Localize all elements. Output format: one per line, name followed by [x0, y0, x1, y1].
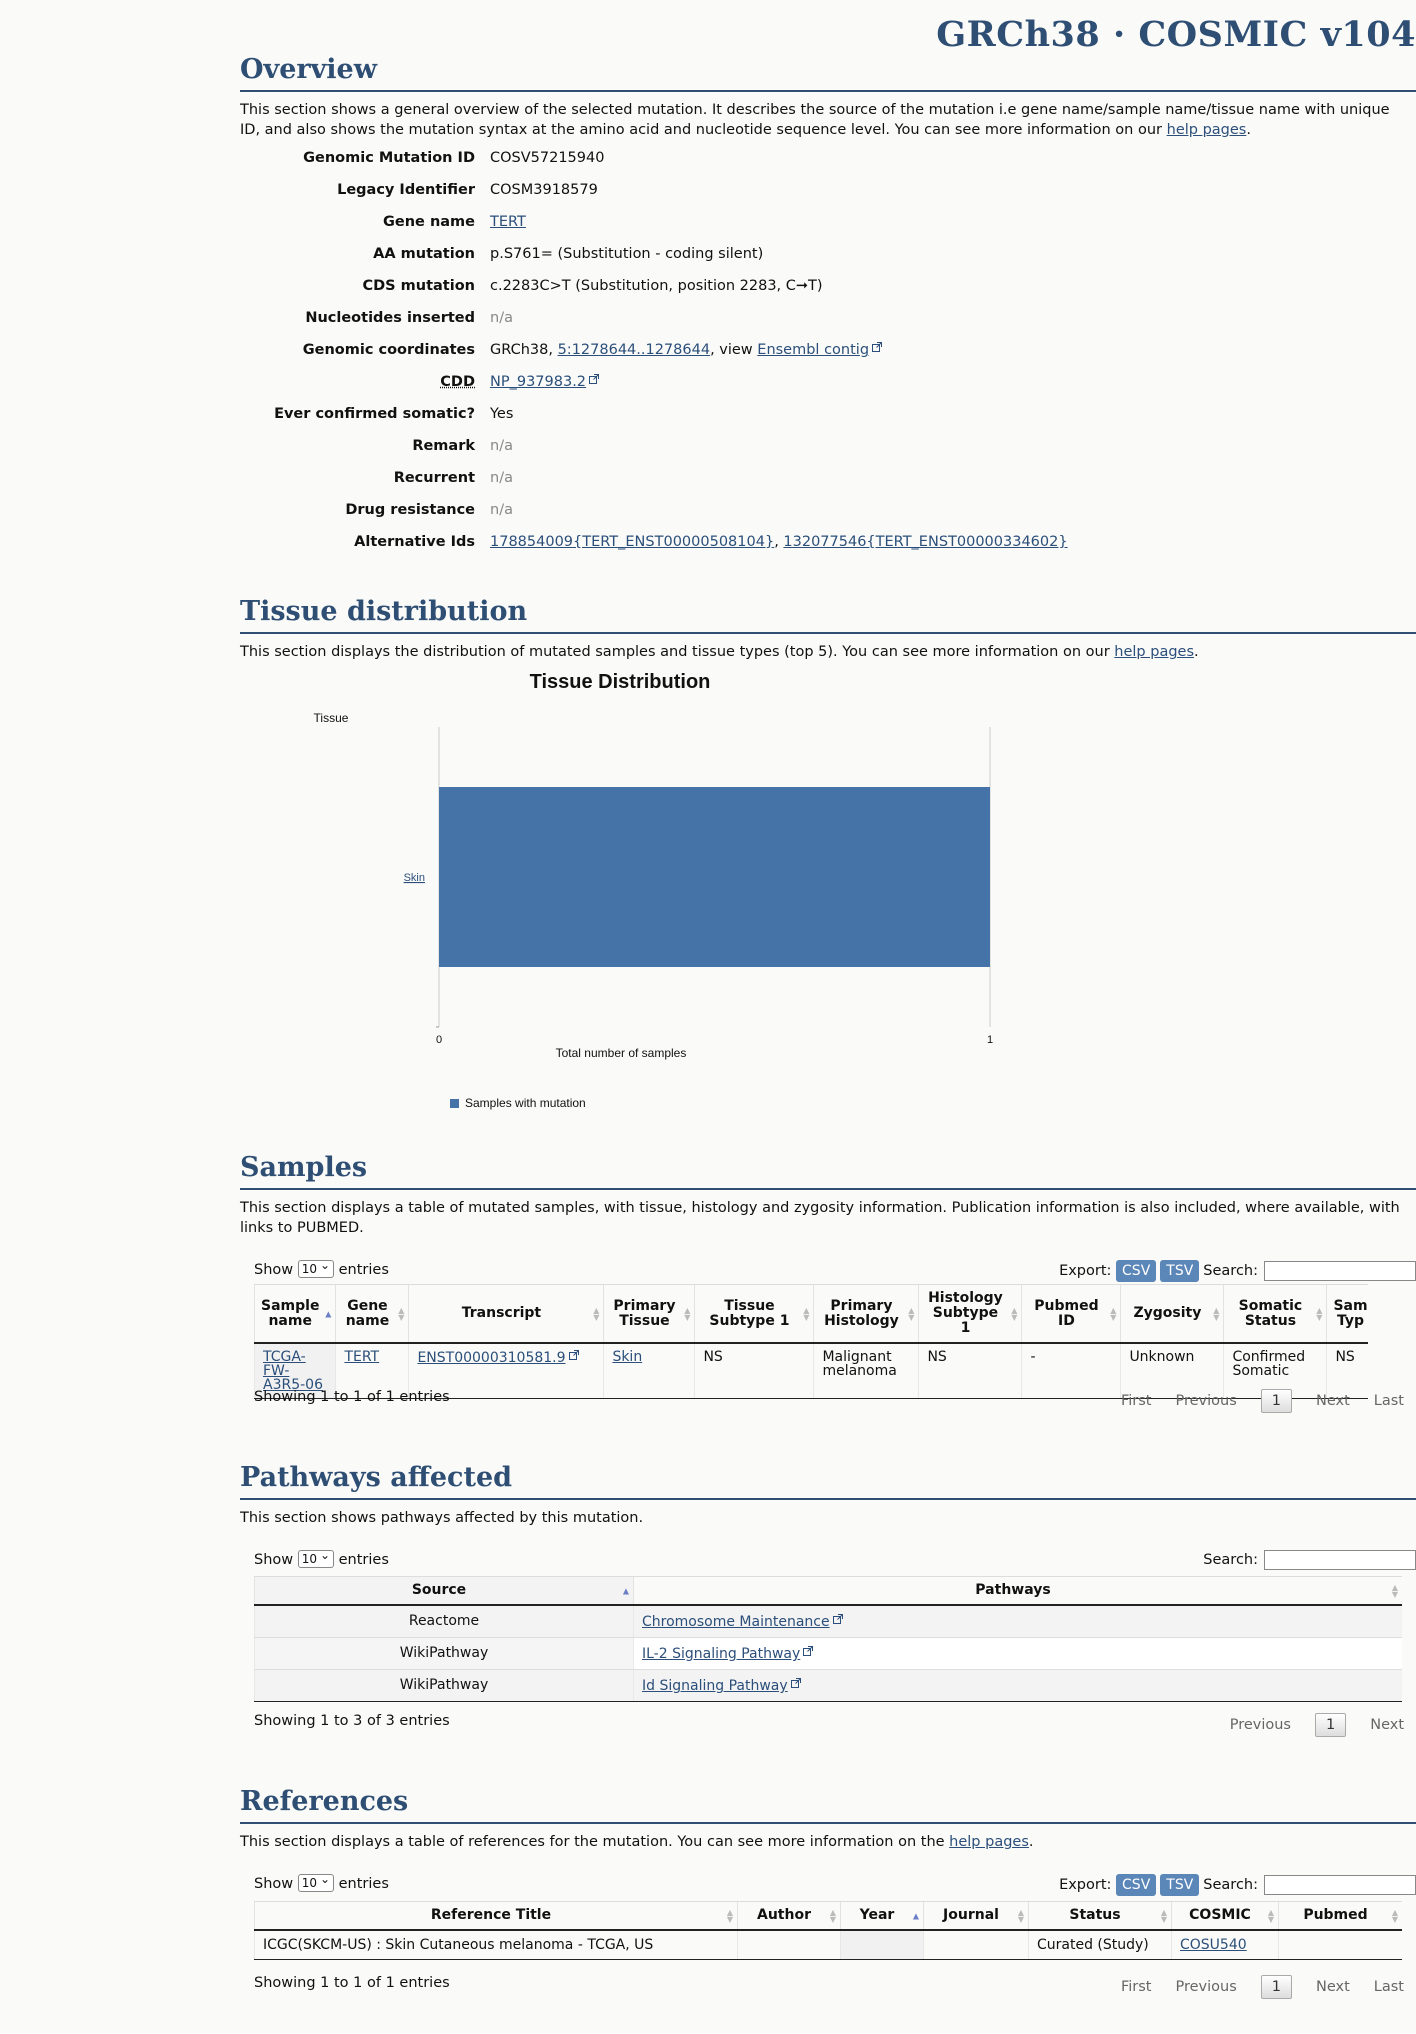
sort-icon: ▲ ▼ — [684, 1305, 691, 1322]
pathways-title: Pathways affected — [240, 1460, 1416, 1500]
header-label: Source — [411, 1582, 467, 1598]
pubmed-cell — [1279, 1930, 1403, 1960]
legend-label: Samples with mutation — [465, 1096, 586, 1110]
external-link-icon — [803, 1646, 813, 1656]
col-primary-histology[interactable] — [814, 1285, 919, 1344]
show-label: Show — [254, 1876, 294, 1892]
samples-title: Samples — [240, 1150, 1416, 1190]
sort-icon: ▲ ▼ — [1391, 1907, 1398, 1924]
export-label: Export: — [1059, 1877, 1112, 1893]
search-label: Search: — [1203, 1877, 1258, 1893]
sort-icon: ▲ ▼ — [1160, 1907, 1167, 1924]
page-1-button[interactable]: 1 — [1315, 1713, 1346, 1737]
genomic-mutation-id-label: Genomic Mutation ID — [303, 150, 475, 166]
last-page-button[interactable]: Last — [1373, 1979, 1404, 1995]
sort-icon: ▲ ▼ — [1110, 1305, 1117, 1322]
gene-link[interactable]: TERT — [344, 1349, 380, 1365]
search-input[interactable] — [1264, 1261, 1416, 1281]
sort-icon: ▲ ▼ — [1267, 1907, 1274, 1924]
genomic-coordinates-value — [490, 342, 882, 358]
samples-export — [1059, 1260, 1416, 1282]
year-cell — [841, 1930, 924, 1960]
header-label: Primary Histology — [824, 1297, 899, 1329]
sort-icon: ▲ ▼ — [593, 1305, 600, 1322]
header-label: Sam Typ — [1333, 1297, 1368, 1329]
drug-resistance-value: n/a — [490, 502, 513, 518]
col-sample-type[interactable] — [1327, 1285, 1368, 1344]
source-cell: WikiPathway — [255, 1638, 634, 1670]
samples-info: Showing 1 to 1 of 1 entries — [254, 1389, 450, 1405]
col-transcript[interactable] — [409, 1285, 604, 1344]
chart-bars — [439, 787, 990, 967]
table-row — [255, 1930, 1403, 1960]
samples-footer — [254, 1389, 1404, 1419]
references-table — [254, 1901, 1402, 1960]
tissue-help-link[interactable]: help pages — [1114, 644, 1195, 660]
sort-icon: ▲ ▼ — [1391, 1582, 1398, 1599]
transcript-link[interactable]: ENST00000310581.9 — [417, 1350, 566, 1366]
overview-desc-end: . — [1246, 122, 1251, 138]
alternative-ids-value — [490, 534, 1068, 550]
next-page-button[interactable]: Next — [1316, 1393, 1350, 1409]
pathways-info: Showing 1 to 3 of 3 entries — [254, 1713, 450, 1729]
show-label: Show — [254, 1262, 294, 1278]
sort-asc-icon: ▲ — [622, 1586, 629, 1595]
sort-icon: ▲ ▼ — [1316, 1305, 1323, 1322]
chart-x-label: Total number of samples — [555, 1046, 687, 1060]
somatic-status-cell: Confirmed Somatic — [1224, 1343, 1327, 1399]
references-info: Showing 1 to 1 of 1 entries — [254, 1975, 450, 1991]
col-author[interactable] — [738, 1902, 841, 1931]
sample-link[interactable]: TCGA-FW-A3R5-06 — [263, 1349, 323, 1393]
gene-name-link[interactable]: TERT — [490, 214, 526, 230]
tissue-link[interactable]: Skin — [612, 1349, 643, 1365]
export-label: Export: — [1059, 1263, 1112, 1279]
header-label: Journal — [943, 1907, 999, 1923]
first-page-button[interactable]: First — [1120, 1393, 1152, 1409]
aa-mutation-value: p.S761= (Substitution - coding silent) — [490, 246, 764, 262]
search-input[interactable] — [1264, 1875, 1416, 1895]
samples-section — [240, 1150, 1416, 1409]
alternative-ids-label: Alternative Ids — [354, 534, 475, 550]
col-reference-title[interactable] — [255, 1902, 738, 1931]
col-primary-tissue[interactable] — [604, 1285, 695, 1344]
header-label: Histology Subtype 1 — [928, 1290, 1003, 1336]
col-tissue-subtype[interactable] — [695, 1285, 814, 1344]
header-label: Pathways — [975, 1582, 1051, 1598]
legend-swatch — [450, 1099, 459, 1108]
page-size-select[interactable]: 10 ⌄ — [298, 1550, 334, 1568]
col-sample-name[interactable] — [255, 1285, 336, 1344]
chart-title: Tissue Distribution — [529, 671, 711, 693]
pathways-description: This section shows pathways affected by this mutation. — [240, 1510, 644, 1526]
col-histology-subtype[interactable] — [919, 1285, 1022, 1344]
pathway-link[interactable]: Chromosome Maintenance — [642, 1614, 830, 1630]
references-length-control — [254, 1874, 389, 1892]
header-label: Tissue Subtype 1 — [709, 1297, 790, 1329]
source-cell: Reactome — [255, 1605, 634, 1638]
col-somatic-status[interactable] — [1224, 1285, 1327, 1344]
page-size-select[interactable]: 10 ⌄ — [298, 1874, 334, 1892]
brand-title: GRCh38 · COSMIC v104 — [936, 14, 1416, 55]
header-label: Primary Tissue — [613, 1297, 676, 1329]
samples-table — [254, 1284, 1368, 1399]
pathway-link[interactable]: IL-2 Signaling Pathway — [642, 1646, 801, 1662]
external-link-icon — [872, 342, 882, 352]
col-status[interactable] — [1029, 1902, 1172, 1931]
x-tick-label: 1 — [986, 1034, 994, 1046]
col-zygosity[interactable] — [1121, 1285, 1224, 1344]
next-page-button[interactable]: Next — [1316, 1979, 1350, 1995]
chart-y-label: Tissue — [313, 711, 349, 725]
sort-asc-icon: ▲ — [325, 1309, 332, 1318]
last-page-button[interactable]: Last — [1373, 1393, 1404, 1409]
alternative-id-separator: , — [774, 534, 784, 550]
pathways-search — [1203, 1550, 1416, 1570]
header-label: Gene name — [345, 1297, 390, 1329]
recurrent-label: Recurrent — [393, 470, 475, 486]
page-1-button[interactable]: 1 — [1261, 1975, 1292, 1999]
sort-icon: ▲ ▼ — [1017, 1907, 1024, 1924]
col-source[interactable] — [255, 1577, 634, 1606]
external-link-icon — [589, 374, 599, 384]
drug-resistance-label: Drug resistance — [345, 502, 475, 518]
references-pagination — [1097, 1975, 1404, 1999]
header-label: Zygosity — [1133, 1305, 1202, 1321]
references-export — [1059, 1874, 1416, 1896]
sample-type-cell: NS — [1327, 1343, 1368, 1399]
sort-icon: ▲ ▼ — [1011, 1305, 1018, 1322]
csv-button[interactable]: CSV — [1116, 1260, 1156, 1282]
page-size-select[interactable]: 10 ⌄ — [298, 1260, 334, 1278]
alternative-id-link[interactable]: 132077546{TERT_ENST00000334602} — [783, 534, 1068, 550]
ever-confirmed-value: Yes — [490, 406, 514, 422]
next-page-button[interactable]: Next — [1370, 1717, 1404, 1733]
legacy-identifier-label: Legacy Identifier — [337, 182, 475, 198]
cosmic-study-link[interactable]: COSU540 — [1180, 1937, 1247, 1953]
references-desc-text: This section displays a table of references for the mutation. You can see more information on the — [240, 1834, 950, 1850]
sort-icon: ▲ ▼ — [398, 1305, 405, 1322]
references-controls — [240, 1866, 1416, 1900]
bar-skin[interactable] — [439, 787, 990, 967]
nucleotides-inserted-label: Nucleotides inserted — [305, 310, 475, 326]
overview-description — [240, 100, 1416, 140]
tissue-distribution-chart — [240, 665, 994, 1125]
cdd-link[interactable]: NP_937983.2 — [490, 374, 587, 390]
external-link-icon — [833, 1614, 843, 1624]
references-desc-end: . — [1028, 1834, 1034, 1850]
zygosity-cell: Unknown — [1121, 1343, 1224, 1399]
external-link-icon — [791, 1678, 801, 1688]
entries-label: entries — [338, 1876, 389, 1892]
sort-icon: ▲ ▼ — [803, 1305, 810, 1322]
ever-confirmed-label: Ever confirmed somatic? — [274, 406, 475, 422]
header-label: COSMIC — [1189, 1907, 1251, 1923]
first-page-button[interactable]: First — [1120, 1979, 1152, 1995]
references-description — [240, 1832, 1416, 1852]
category-label-skin[interactable]: Skin — [403, 872, 425, 884]
recurrent-value: n/a — [490, 470, 513, 486]
show-label: Show — [254, 1552, 294, 1568]
references-help-link[interactable]: help pages — [949, 1834, 1029, 1850]
histology-cell: Malignant melanoma — [814, 1343, 919, 1399]
samples-length-control — [254, 1260, 389, 1278]
pathways-section — [240, 1460, 1416, 1733]
table-row — [255, 1605, 1403, 1638]
header-label: Author — [757, 1907, 811, 1923]
previous-page-button[interactable]: Previous — [1175, 1393, 1237, 1409]
coordinates-link[interactable]: 5:1278644..1278644 — [557, 342, 711, 358]
legacy-identifier-value: COSM3918579 — [490, 182, 598, 198]
tissue-section — [240, 594, 1416, 662]
chart-svg — [240, 665, 994, 1125]
col-pubmed-id[interactable] — [1022, 1285, 1121, 1344]
author-cell — [738, 1930, 841, 1960]
gene-name-label: Gene name — [383, 214, 475, 230]
journal-cell — [924, 1930, 1029, 1960]
search-label: Search: — [1203, 1263, 1258, 1279]
remark-label: Remark — [412, 438, 475, 454]
page-1-button[interactable]: 1 — [1261, 1389, 1292, 1413]
search-label: Search: — [1203, 1552, 1258, 1568]
overview-desc-text: This section shows a general overview of the selected mutation. It describes the source of the mutation i.e gene name/sample name/tissue name with unique ID, and also shows the mutation syntax at the amino acid and nucleotide sequence level. You can see more information on our — [240, 102, 1390, 138]
genomic-mutation-id-value: COSV57215940 — [490, 150, 605, 166]
sort-icon: ▲ ▼ — [726, 1907, 733, 1924]
pathway-link[interactable]: Id Signaling Pathway — [642, 1678, 788, 1694]
reference-title-cell: ICGC(SKCM-US) : Skin Cutaneous melanoma - TCGA, US — [255, 1930, 738, 1960]
search-input[interactable] — [1264, 1550, 1416, 1570]
aa-mutation-label: AA mutation — [373, 246, 475, 262]
header-label: Pubmed ID — [1034, 1297, 1099, 1329]
status-cell: Curated (Study) — [1029, 1930, 1172, 1960]
tsv-button[interactable]: TSV — [1160, 1874, 1199, 1896]
pathways-table — [254, 1576, 1402, 1702]
tissue-subtype-cell: NS — [695, 1343, 814, 1399]
pathways-footer — [254, 1713, 1404, 1743]
col-cosmic[interactable] — [1172, 1902, 1279, 1931]
cdd-label: CDD — [440, 374, 475, 390]
sort-asc-icon: ▲ — [912, 1911, 919, 1920]
overview-help-link[interactable]: help pages — [1166, 122, 1247, 138]
header-label: Sample name — [261, 1297, 320, 1329]
pathways-length-control — [254, 1550, 389, 1568]
sort-icon: ▲ ▼ — [1213, 1305, 1220, 1322]
entries-label: entries — [338, 1262, 389, 1278]
source-cell: WikiPathway — [255, 1670, 634, 1702]
samples-description: This section displays a table of mutated samples, with tissue, histology and zygosity information. Publication information is also included, where available, with links to PUBMED. — [240, 1200, 1400, 1236]
sort-icon: ▲ ▼ — [908, 1305, 915, 1322]
x-tick-label: 0 — [435, 1034, 443, 1046]
tsv-button[interactable]: TSV — [1160, 1260, 1199, 1282]
col-pathways[interactable] — [634, 1577, 1403, 1606]
cds-mutation-label: CDS mutation — [362, 278, 475, 294]
tissue-title: Tissue distribution — [240, 594, 1416, 634]
pubmed-cell: - — [1022, 1343, 1121, 1399]
table-row — [255, 1638, 1403, 1670]
header-label: Year — [859, 1907, 895, 1923]
csv-button[interactable]: CSV — [1116, 1874, 1156, 1896]
entries-label: entries — [338, 1552, 389, 1568]
tissue-description — [240, 642, 1416, 662]
pathways-pagination — [1206, 1713, 1404, 1737]
alternative-id-link[interactable]: 178854009{TERT_ENST00000508104} — [490, 534, 775, 550]
table-row — [255, 1670, 1403, 1702]
previous-page-button[interactable]: Previous — [1229, 1717, 1291, 1733]
references-title: References — [240, 1784, 1416, 1824]
col-journal[interactable] — [924, 1902, 1029, 1931]
tissue-desc-end: . — [1194, 644, 1199, 660]
references-section — [240, 1784, 1416, 1995]
references-footer — [254, 1975, 1404, 2005]
pathways-controls — [240, 1542, 1416, 1576]
genomic-coordinates-label: Genomic coordinates — [302, 342, 475, 358]
overview-section — [240, 52, 1416, 140]
ensembl-contig-link[interactable]: Ensembl contig — [757, 342, 870, 358]
header-label: Status — [1069, 1907, 1121, 1923]
nucleotides-inserted-value: n/a — [490, 310, 513, 326]
col-year[interactable] — [841, 1902, 924, 1931]
previous-page-button[interactable]: Previous — [1175, 1979, 1237, 1995]
samples-controls — [240, 1252, 1416, 1286]
header-label: Reference Title — [430, 1907, 552, 1923]
remark-value: n/a — [490, 438, 513, 454]
header-label: Pubmed — [1303, 1907, 1368, 1923]
col-pubmed[interactable] — [1279, 1902, 1403, 1931]
histology-subtype-cell: NS — [919, 1343, 1022, 1399]
coordinates-prefix: GRCh38, — [490, 342, 558, 358]
header-label: Somatic Status — [1238, 1297, 1303, 1329]
col-gene-name[interactable] — [336, 1285, 409, 1344]
tissue-desc-text: This section displays the distribution of mutated samples and tissue types (top 5). You can see more information on our — [240, 644, 1115, 660]
samples-pagination — [1097, 1389, 1404, 1413]
external-link-icon — [569, 1350, 579, 1360]
coordinates-mid: , view — [710, 342, 758, 358]
cds-mutation-value: c.2283C>T (Substitution, position 2283, C➞T) — [490, 278, 823, 294]
overview-title: Overview — [240, 52, 1416, 92]
sort-icon: ▲ ▼ — [829, 1907, 836, 1924]
header-label: Transcript — [461, 1305, 542, 1321]
